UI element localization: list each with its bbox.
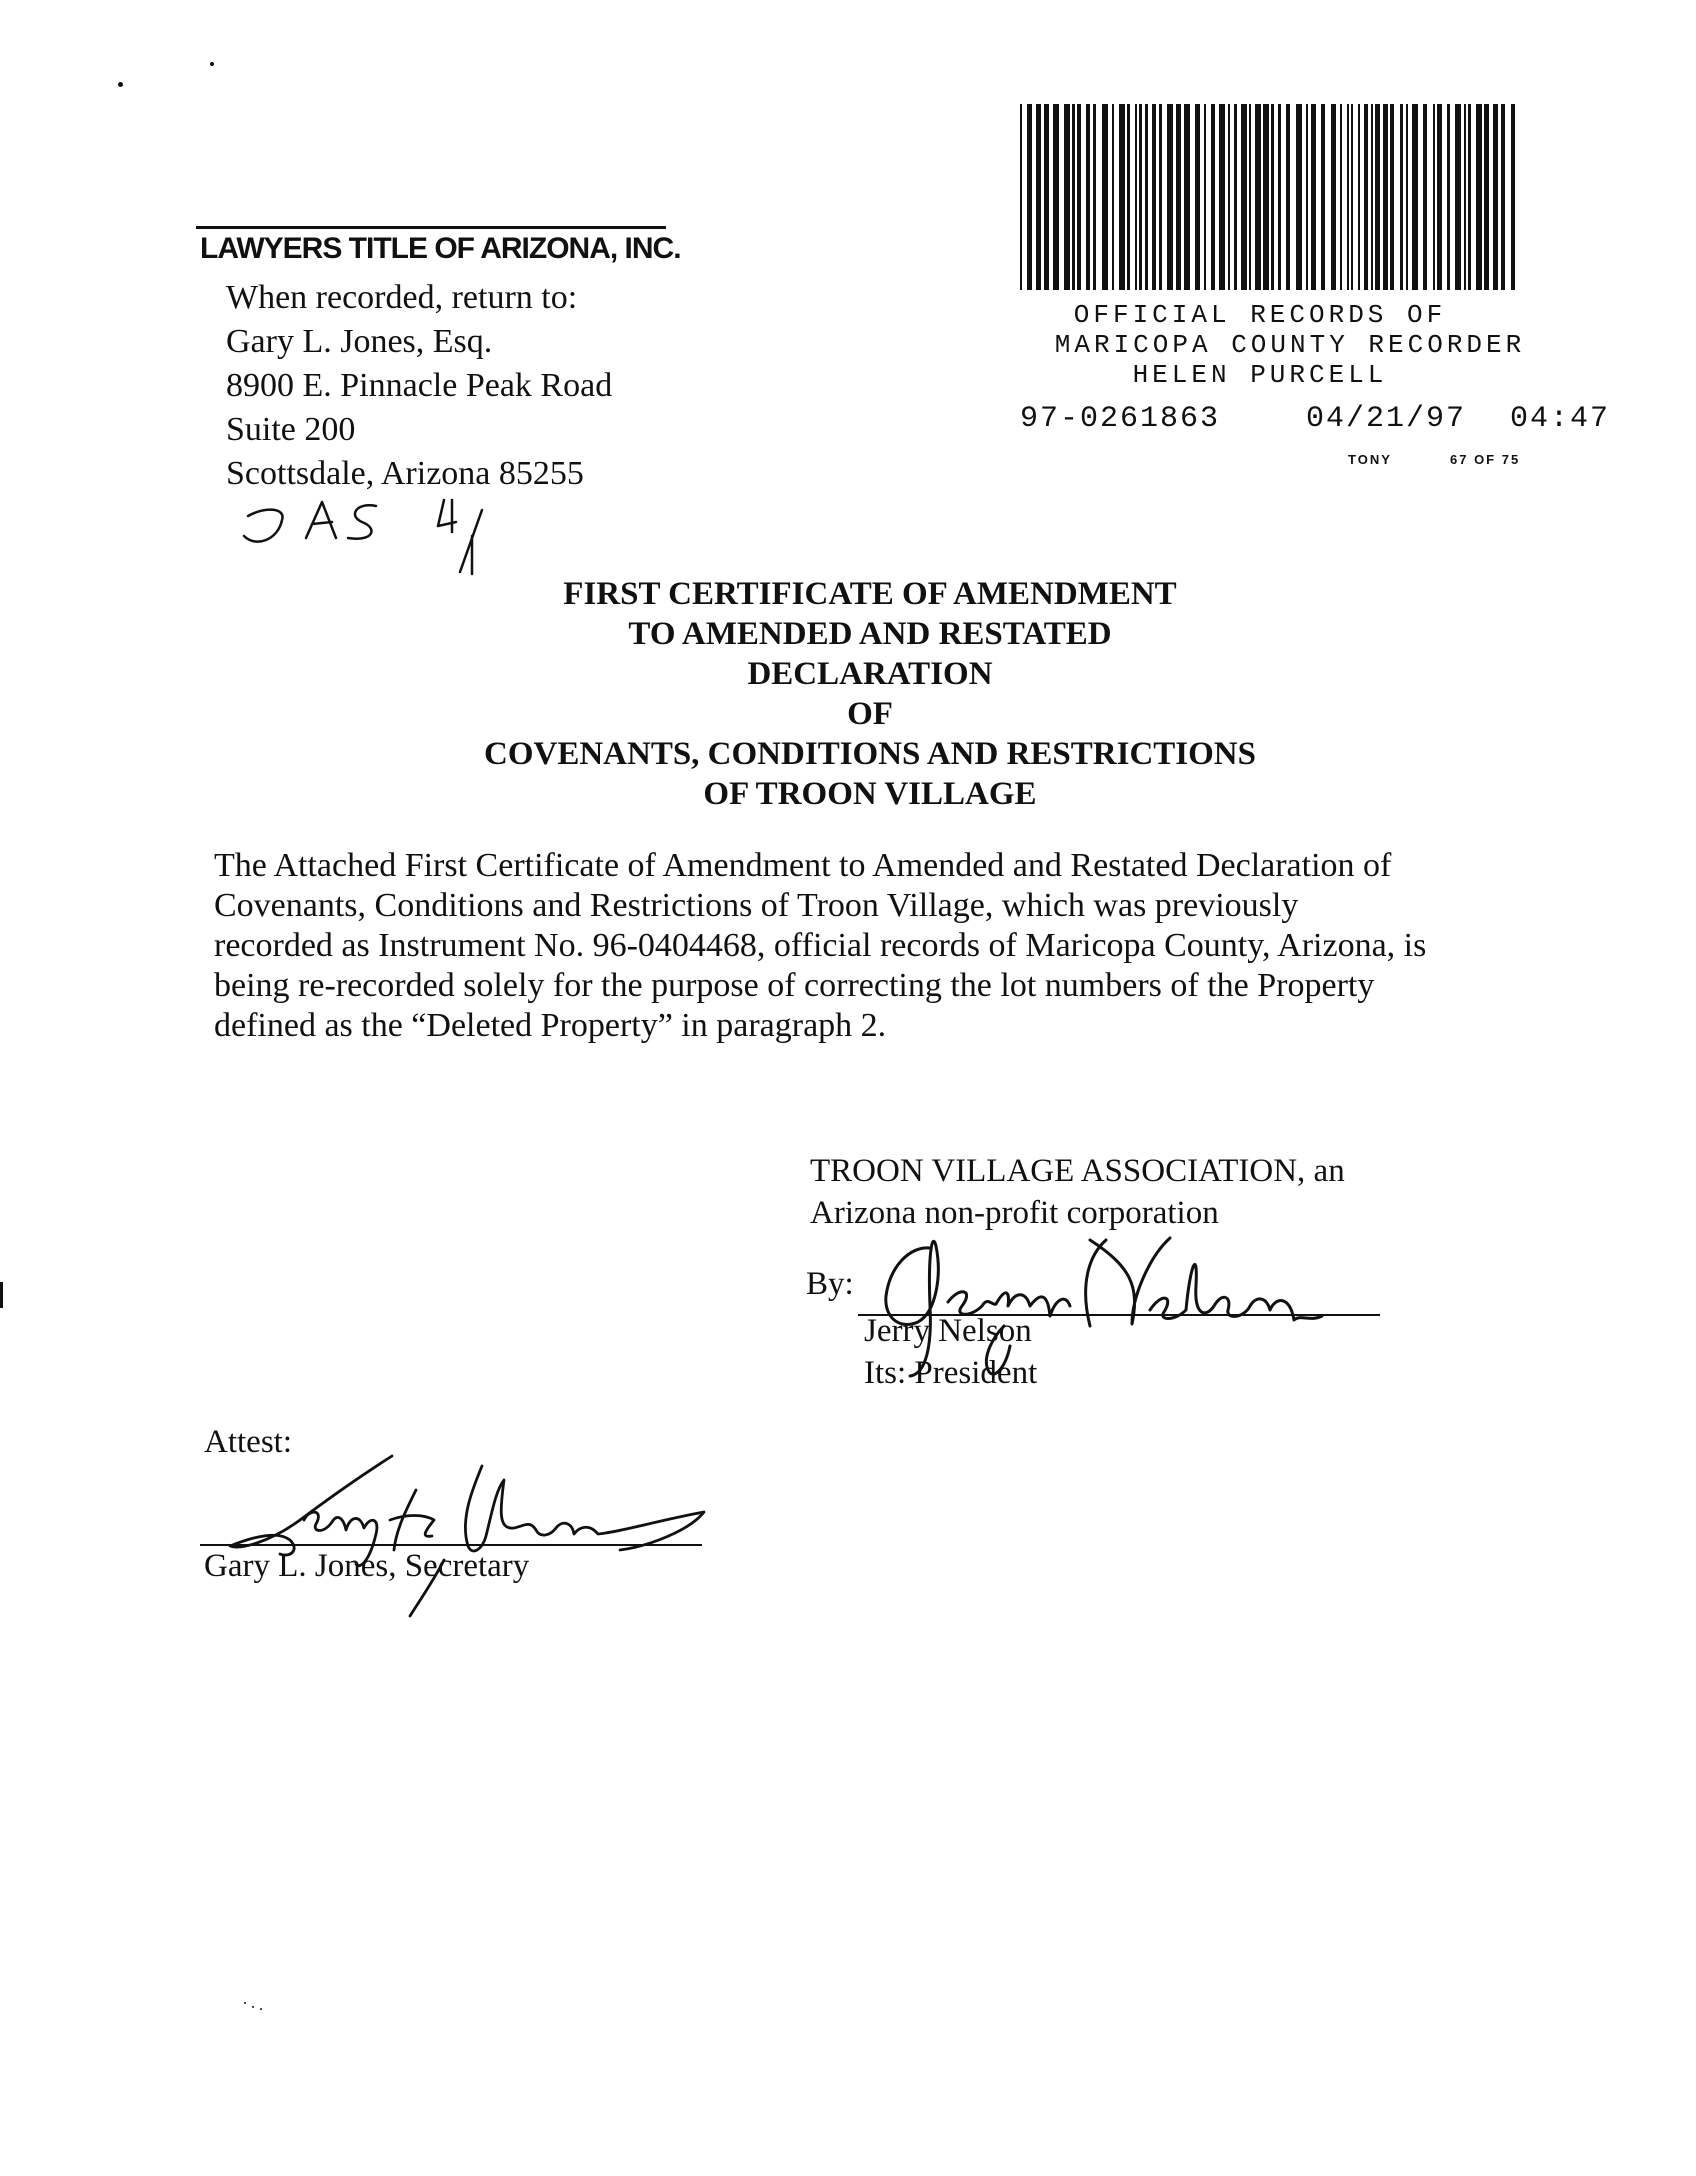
body-paragraph [214,846,1514,1046]
barcode-bar [1072,104,1075,290]
secretary-name-title: Gary L. Jones, Secretary [204,1548,530,1584]
barcode-bar [1159,104,1162,290]
signer-name: Jerry Nelson [864,1313,1032,1349]
title-line: FIRST CERTIFICATE OF AMENDMENT [563,576,1177,612]
barcode-bar [1278,104,1281,290]
barcode-bar [1364,104,1368,290]
title-line: OF TROON VILLAGE [703,776,1037,812]
body-line: The Attached First Certificate of Amendment to Amended and Restated Declaration of [214,847,1392,884]
barcode-bar [1347,104,1349,290]
barcode [1020,104,1516,290]
body-line: defined as the “Deleted Property” in paragraph 2. [214,1007,887,1044]
body-line: being re-recorded solely for the purpose of correcting the lot numbers of the Property [214,967,1375,1004]
barcode-bar [1195,104,1200,290]
association-line: TROON VILLAGE ASSOCIATION, an [810,1153,1345,1189]
barcode-bar [1400,104,1403,290]
recording-time: 04:47 [1509,402,1610,436]
barcode-bar [1241,104,1247,290]
association-name [810,1150,1345,1234]
recording-info [1020,402,1610,436]
barcode-bar [1176,104,1181,290]
scan-speck [244,2002,246,2004]
barcode-bar [1476,104,1482,290]
barcode-bar [1464,104,1466,290]
association-line: Arizona non-profit corporation [810,1195,1219,1231]
barcode-bar [1286,104,1290,290]
barcode-bar [1249,104,1251,290]
barcode-bar [1306,104,1308,290]
barcode-bar [1468,104,1471,290]
barcode-bar [1064,104,1070,290]
barcode-bar [1204,104,1206,290]
signer-title: Its: President [864,1355,1038,1391]
body-line: recorded as Instrument No. 96-0404468, official records of Maricopa County, Arizona, is [214,927,1427,964]
barcode-bar [1112,104,1114,290]
barcode-bar [1167,104,1173,290]
barcode-bar [1211,104,1215,290]
barcode-bar [1086,104,1090,290]
barcode-bar [1433,104,1435,290]
company-rule [196,226,666,229]
scan-speck [118,82,123,87]
recording-date: 04/21/97 [1305,402,1466,436]
barcode-bar [1383,104,1388,290]
barcode-bar [1340,104,1342,290]
barcode-bar [1331,104,1336,290]
barcode-bar [1455,104,1461,290]
instrument-number: 97-0261863 [1020,402,1221,436]
barcode-bar [1447,104,1450,290]
barcode-bar [1412,104,1418,290]
barcode-bar [1358,104,1360,290]
barcode-bar [1184,104,1190,290]
barcode-bar [1102,104,1108,290]
barcode-bar [1296,104,1302,290]
barcode-bar [1423,104,1427,290]
barcode-bar [1255,104,1261,290]
recording-page: 67 OF 75 [1450,452,1521,467]
return-line: Scottsdale, Arizona 85255 [226,455,584,492]
barcode-bar [1093,104,1096,290]
barcode-bar [1321,104,1325,290]
barcode-bar [1077,104,1081,290]
barcode-bar [1511,104,1515,290]
barcode-bar [1139,104,1142,290]
handwritten-note [236,492,496,582]
barcode-bar [1119,104,1125,290]
body-line: Covenants, Conditions and Restrictions of Troon Village, which was previously [214,887,1299,924]
barcode-bar [1135,104,1137,290]
recording-clerk: TONY [1348,452,1392,467]
recorder-line-3: HELEN PURCELL [1132,360,1388,390]
barcode-bar [1371,104,1373,290]
recorder-line-1: OFFICIAL RECORDS OF [1073,300,1447,330]
company-name: LAWYERS TITLE OF ARIZONA, INC. [200,232,681,265]
recorder-line-2: MARICOPA COUNTY RECORDER [1054,330,1526,360]
barcode-bar [1351,104,1353,290]
title-line: TO AMENDED AND RESTATED [628,616,1112,652]
barcode-bar [1375,104,1380,290]
title-line: DECLARATION [747,656,993,692]
barcode-bar [1406,104,1408,290]
barcode-bar [1020,104,1022,290]
barcode-bar [1484,104,1489,290]
barcode-bar [1234,104,1237,290]
scan-speck [252,2006,254,2008]
barcode-bar [1053,104,1059,290]
return-address [226,276,612,496]
barcode-bar [1127,104,1130,290]
barcode-bar [1036,104,1041,290]
barcode-bar [1493,104,1498,290]
barcode-bar [1437,104,1442,290]
barcode-bar [1044,104,1049,290]
barcode-bar [1152,104,1156,290]
return-line: Gary L. Jones, Esq. [226,323,493,360]
barcode-bar [1271,104,1274,290]
by-label: By: [806,1266,854,1302]
document-title [300,574,1440,814]
return-line: Suite 200 [226,411,356,448]
barcode-bar [1263,104,1269,290]
barcode-bar [1390,104,1394,290]
barcode-bar [1027,104,1032,290]
attest-label: Attest: [204,1424,292,1460]
barcode-bar [1228,104,1230,290]
signer-info [864,1310,1037,1394]
return-line: 8900 E. Pinnacle Peak Road [226,367,613,404]
scan-edge-mark [0,1282,3,1308]
return-line: When recorded, return to: [226,279,578,316]
barcode-bar [1145,104,1148,290]
scan-speck [260,2008,262,2010]
barcode-bar [1501,104,1505,290]
secretary-signature [220,1450,720,1620]
title-line: COVENANTS, CONDITIONS AND RESTRICTIONS [483,736,1256,772]
scan-speck [210,62,214,66]
barcode-bar [1219,104,1225,290]
barcode-bar [1311,104,1316,290]
title-line: OF [847,696,893,732]
